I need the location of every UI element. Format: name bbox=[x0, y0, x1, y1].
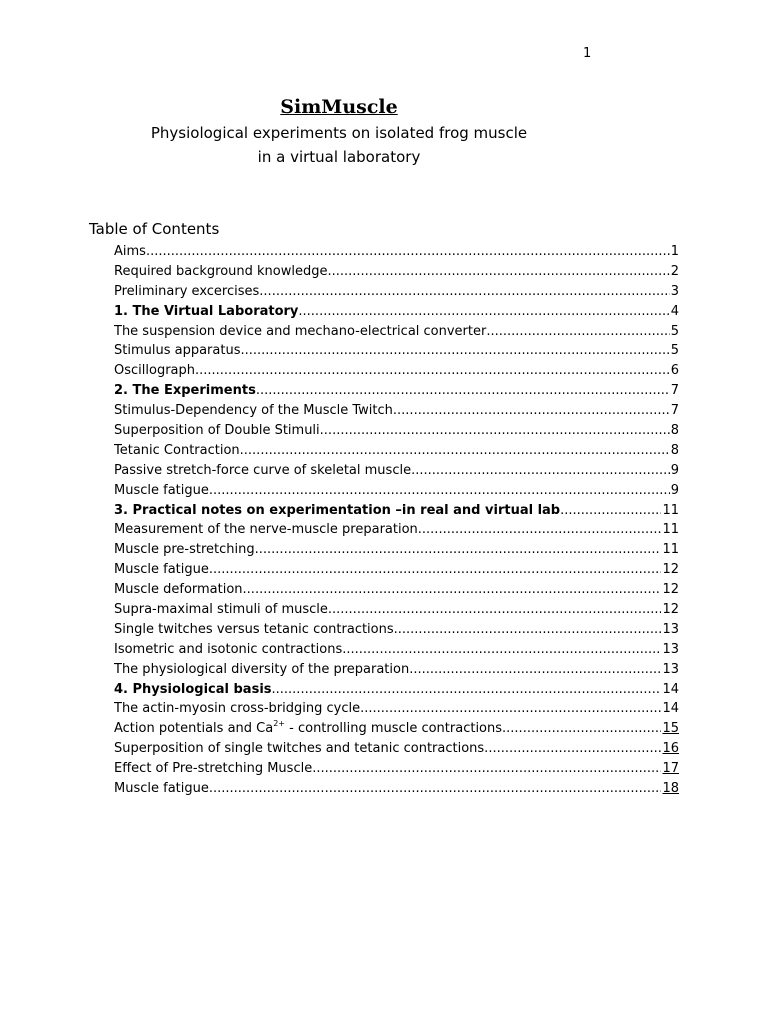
toc-dot-leader bbox=[209, 481, 670, 501]
toc-dot-leader bbox=[298, 302, 669, 322]
subtitle-line-2: in a virtual laboratory bbox=[257, 148, 421, 166]
toc-entry[interactable] bbox=[114, 302, 679, 322]
toc-entry-label: Tetanic Contraction bbox=[114, 442, 240, 458]
toc-dot-leader bbox=[259, 282, 669, 302]
toc-entry-page-number: 13 bbox=[662, 641, 679, 657]
toc-entry[interactable] bbox=[114, 600, 679, 620]
toc-entry-superscript: 2+ bbox=[273, 719, 286, 729]
toc-entry-label: Aims bbox=[114, 244, 146, 259]
toc-dot-leader bbox=[488, 739, 661, 759]
toc-entry-page-number: 7 bbox=[670, 383, 679, 399]
toc-entry[interactable] bbox=[114, 401, 679, 421]
toc-entry-page-number: 12 bbox=[662, 562, 679, 578]
toc-entry[interactable] bbox=[114, 739, 679, 759]
toc-dot-leader bbox=[360, 699, 661, 719]
toc-dot-leader bbox=[240, 441, 670, 461]
toc-entry-label: Single twitches versus tetanic contractions bbox=[114, 621, 394, 637]
toc-entry-page-number: 8 bbox=[670, 423, 679, 439]
toc-dot-leader bbox=[342, 640, 661, 660]
toc-entry-label: Action potentials and $Ca^{2+}$ - controlling muscle contractions bbox=[114, 719, 503, 737]
toc-entry-page-number: 15 bbox=[662, 721, 679, 737]
toc-entry-page-number: 16 bbox=[662, 741, 679, 757]
toc-entry-page-number: 9 bbox=[670, 482, 679, 498]
toc-entry-label: Supra-maximal stimuli of muscle bbox=[114, 602, 328, 618]
toc-entry[interactable] bbox=[114, 620, 679, 640]
toc-dot-leader bbox=[209, 560, 662, 580]
toc-entry-page-number: 12 bbox=[662, 602, 679, 618]
toc-entry[interactable] bbox=[114, 540, 679, 560]
toc-entry-label: Stimulus apparatus bbox=[114, 343, 241, 359]
toc-entry-label: Preliminary excercises bbox=[114, 283, 260, 299]
toc-dot-leader bbox=[393, 401, 670, 421]
toc-entry-page-number: 6 bbox=[670, 363, 679, 379]
toc-entry[interactable] bbox=[114, 580, 679, 600]
toc-entry[interactable] bbox=[114, 520, 679, 540]
toc-dot-leader bbox=[146, 242, 670, 262]
toc-entry-page-number: 13 bbox=[662, 621, 679, 637]
toc-dot-leader bbox=[560, 501, 661, 521]
toc-dot-leader bbox=[312, 759, 661, 779]
toc-dot-leader bbox=[486, 322, 669, 342]
toc-entry[interactable] bbox=[114, 421, 679, 441]
toc-entry-label: Muscle fatigue bbox=[114, 562, 209, 578]
toc-dot-leader bbox=[272, 680, 662, 700]
toc-entry-page-number: 7 bbox=[670, 403, 679, 419]
toc-entry[interactable] bbox=[114, 779, 679, 799]
toc-dot-leader bbox=[255, 540, 662, 560]
toc-dot-leader bbox=[411, 461, 670, 481]
toc-dot-leader bbox=[327, 262, 669, 282]
toc-heading: Table of Contents bbox=[89, 220, 220, 238]
toc-entry[interactable] bbox=[114, 481, 679, 501]
toc-entry[interactable] bbox=[114, 759, 679, 779]
toc-entry[interactable] bbox=[114, 660, 679, 680]
toc-entry-label: 3. Practical notes on experimentation –in real and virtual lab bbox=[114, 502, 561, 518]
toc-entry[interactable] bbox=[114, 282, 679, 302]
toc-entry-label: Isometric and isotonic contractions bbox=[114, 641, 343, 657]
toc-dot-leader bbox=[409, 660, 661, 680]
toc-entry-label: Muscle pre-stretching bbox=[114, 542, 255, 558]
toc-entry-page-number: 11 bbox=[662, 542, 679, 558]
toc-entry-page-number: 17 bbox=[662, 761, 679, 777]
table-of-contents bbox=[114, 242, 679, 799]
page-number: 1 bbox=[583, 46, 592, 61]
toc-entry[interactable] bbox=[114, 719, 679, 739]
toc-entry-page-number: 5 bbox=[670, 323, 679, 339]
toc-entry-page-number: 14 bbox=[662, 681, 679, 697]
toc-entry-label: Muscle fatigue bbox=[114, 482, 209, 498]
document-title: SimMuscle bbox=[280, 96, 398, 118]
toc-entry-label: Superposition of single twitches and tetanic contractions. bbox=[114, 741, 489, 757]
toc-entry[interactable] bbox=[114, 381, 679, 401]
toc-entry-page-number: 9 bbox=[670, 462, 679, 478]
toc-entry-page-number: 12 bbox=[662, 582, 679, 598]
toc-entry[interactable] bbox=[114, 441, 679, 461]
toc-entry-page-number: 3 bbox=[670, 283, 679, 299]
toc-entry[interactable] bbox=[114, 680, 679, 700]
toc-entry-label: 4. Physiological basis bbox=[114, 681, 272, 697]
toc-dot-leader bbox=[502, 719, 661, 739]
toc-entry-page-number: 1 bbox=[670, 244, 679, 259]
toc-entry[interactable] bbox=[114, 242, 679, 262]
toc-entry-page-number: 2 bbox=[670, 263, 679, 279]
toc-entry[interactable] bbox=[114, 501, 679, 521]
toc-entry-page-number: 11 bbox=[662, 522, 679, 538]
toc-dot-leader bbox=[240, 341, 669, 361]
toc-entry[interactable] bbox=[114, 640, 679, 660]
toc-dot-leader bbox=[209, 779, 662, 799]
toc-dot-leader bbox=[418, 520, 662, 540]
toc-entry-page-number: 4 bbox=[670, 303, 679, 319]
toc-entry[interactable] bbox=[114, 262, 679, 282]
toc-dot-leader bbox=[394, 620, 662, 640]
toc-dot-leader bbox=[243, 580, 662, 600]
toc-entry-label: Muscle deformation bbox=[114, 582, 243, 598]
toc-dot-leader bbox=[195, 361, 670, 381]
toc-entry-label: Measurement of the nerve-muscle preparation bbox=[114, 522, 418, 538]
toc-dot-leader bbox=[256, 381, 670, 401]
toc-entry-label: Passive stretch-force curve of skeletal muscle bbox=[114, 462, 412, 478]
toc-entry-label: Muscle fatigue bbox=[114, 781, 209, 797]
toc-entry[interactable] bbox=[114, 560, 679, 580]
toc-entry[interactable] bbox=[114, 461, 679, 481]
toc-entry-label: Required background knowledge bbox=[114, 263, 328, 279]
toc-entry-page-number: 13 bbox=[662, 661, 679, 677]
toc-entry-label: The suspension device and mechano-electrical converter bbox=[114, 323, 487, 339]
toc-entry-page-number: 11 bbox=[662, 502, 679, 518]
toc-entry-label: The actin-myosin cross-bridging cycle bbox=[114, 701, 361, 717]
subtitle-line-1: Physiological experiments on isolated frog muscle bbox=[150, 124, 528, 142]
toc-dot-leader bbox=[328, 600, 662, 620]
toc-entry-page-number: 14 bbox=[662, 701, 679, 717]
toc-entry-label: Superposition of Double Stimuli bbox=[114, 423, 320, 439]
toc-entry-page-number: 5 bbox=[670, 343, 679, 359]
toc-dot-leader bbox=[320, 421, 670, 441]
toc-entry-label: 2. The Experiments bbox=[114, 383, 256, 399]
toc-entry-label: 1. The Virtual Laboratory bbox=[114, 303, 299, 319]
toc-entry[interactable] bbox=[114, 699, 679, 719]
toc-entry[interactable] bbox=[114, 322, 679, 342]
toc-entry-page-number: 8 bbox=[670, 442, 679, 458]
toc-entry-label: Effect of Pre-stretching Muscle bbox=[114, 761, 313, 777]
toc-entry-page-number: 18 bbox=[662, 781, 679, 797]
toc-entry-label: Oscillograph bbox=[114, 363, 195, 379]
toc-entry-label: Stimulus-Dependency of the Muscle Twitch bbox=[114, 403, 393, 419]
toc-entry[interactable] bbox=[114, 361, 679, 381]
toc-entry-label: The physiological diversity of the preparation bbox=[114, 661, 410, 677]
toc-entry[interactable] bbox=[114, 341, 679, 361]
